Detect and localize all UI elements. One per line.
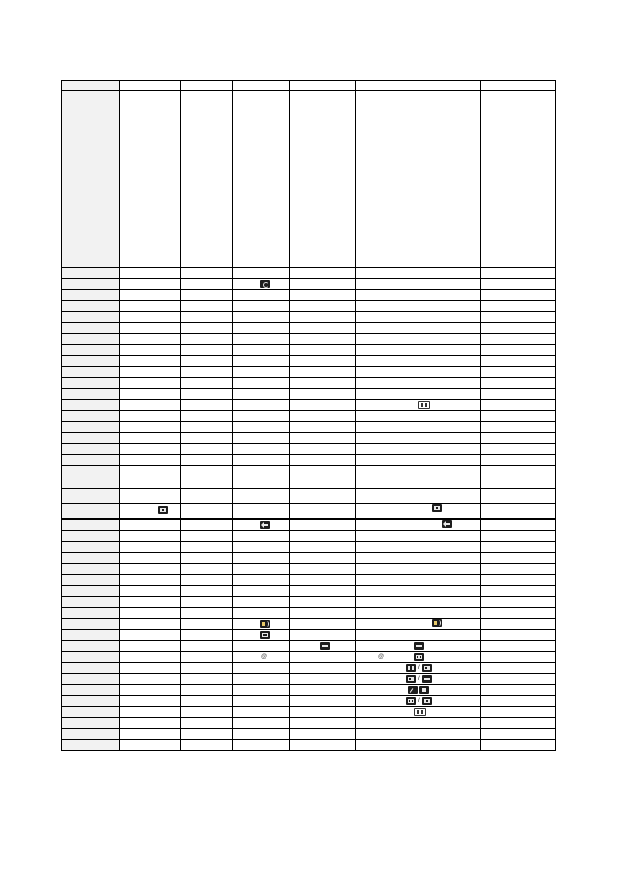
- table-row: [62, 707, 556, 718]
- table-row: [62, 575, 556, 586]
- table-header-row: [62, 81, 556, 91]
- table-row: [62, 663, 556, 674]
- table-row: [62, 378, 556, 389]
- table-row: [62, 619, 556, 630]
- table-row: [62, 652, 556, 663]
- table-row: [62, 630, 556, 641]
- table-row: [62, 519, 556, 531]
- table-row: [62, 641, 556, 652]
- table-row: [62, 91, 556, 268]
- table-row: [62, 729, 556, 740]
- pen-icon: [408, 686, 429, 694]
- table-row: [62, 674, 556, 685]
- table-row: [62, 740, 556, 751]
- grid-icon: [414, 653, 424, 661]
- back-arrow-icon: [442, 520, 452, 528]
- table-row: [62, 422, 556, 433]
- table-row: [62, 531, 556, 542]
- table-row: [62, 389, 556, 400]
- outline-grid-icon: [414, 708, 426, 716]
- header-cell: [290, 81, 356, 91]
- table-row: [62, 696, 556, 707]
- header-cell: [62, 81, 120, 91]
- header-cell: [120, 81, 181, 91]
- header-cell: [356, 81, 481, 91]
- media-icon: [432, 504, 442, 512]
- table-row: [62, 411, 556, 422]
- table-row: [62, 444, 556, 455]
- media-icon: [158, 506, 168, 514]
- table-row: [62, 455, 556, 466]
- table-row: [62, 334, 556, 345]
- dual-pane-icon: [418, 401, 430, 409]
- header-cell: [181, 81, 233, 91]
- split-view-icon: /: [406, 664, 432, 672]
- table-row: [62, 553, 556, 564]
- volume-icon: [260, 620, 270, 628]
- volume-icon: [432, 619, 442, 627]
- table-row: [62, 586, 556, 597]
- table-row: [62, 608, 556, 619]
- table-row: [62, 597, 556, 608]
- at-symbol: @: [261, 654, 268, 660]
- table-row: [62, 433, 556, 444]
- table-row: [62, 367, 556, 378]
- table-row: [62, 301, 556, 312]
- table-row: [62, 312, 556, 323]
- keyboard-icon: [320, 642, 330, 650]
- split-view-icon: /: [406, 675, 432, 683]
- table-row: [62, 542, 556, 553]
- header-cell: [481, 81, 556, 91]
- table-row: [62, 345, 556, 356]
- keyboard-icon: [414, 642, 424, 650]
- photo-icon: /: [406, 697, 432, 705]
- table-row: [62, 400, 556, 411]
- table-row: [62, 290, 556, 301]
- table-row: [62, 685, 556, 696]
- table-row: [62, 268, 556, 279]
- menu-icon: [260, 631, 270, 639]
- at-symbol: @: [378, 654, 385, 660]
- table-row: [62, 323, 556, 334]
- table-row: [62, 489, 556, 504]
- table-row: [62, 564, 556, 575]
- rotate-icon: [260, 280, 270, 288]
- table-row: [62, 718, 556, 729]
- table-row: [62, 466, 556, 489]
- document-table: [61, 80, 556, 751]
- table-row: [62, 279, 556, 290]
- back-arrow-icon: [260, 521, 270, 529]
- header-cell: [233, 81, 290, 91]
- table-row: [62, 504, 556, 520]
- table-row: [62, 356, 556, 367]
